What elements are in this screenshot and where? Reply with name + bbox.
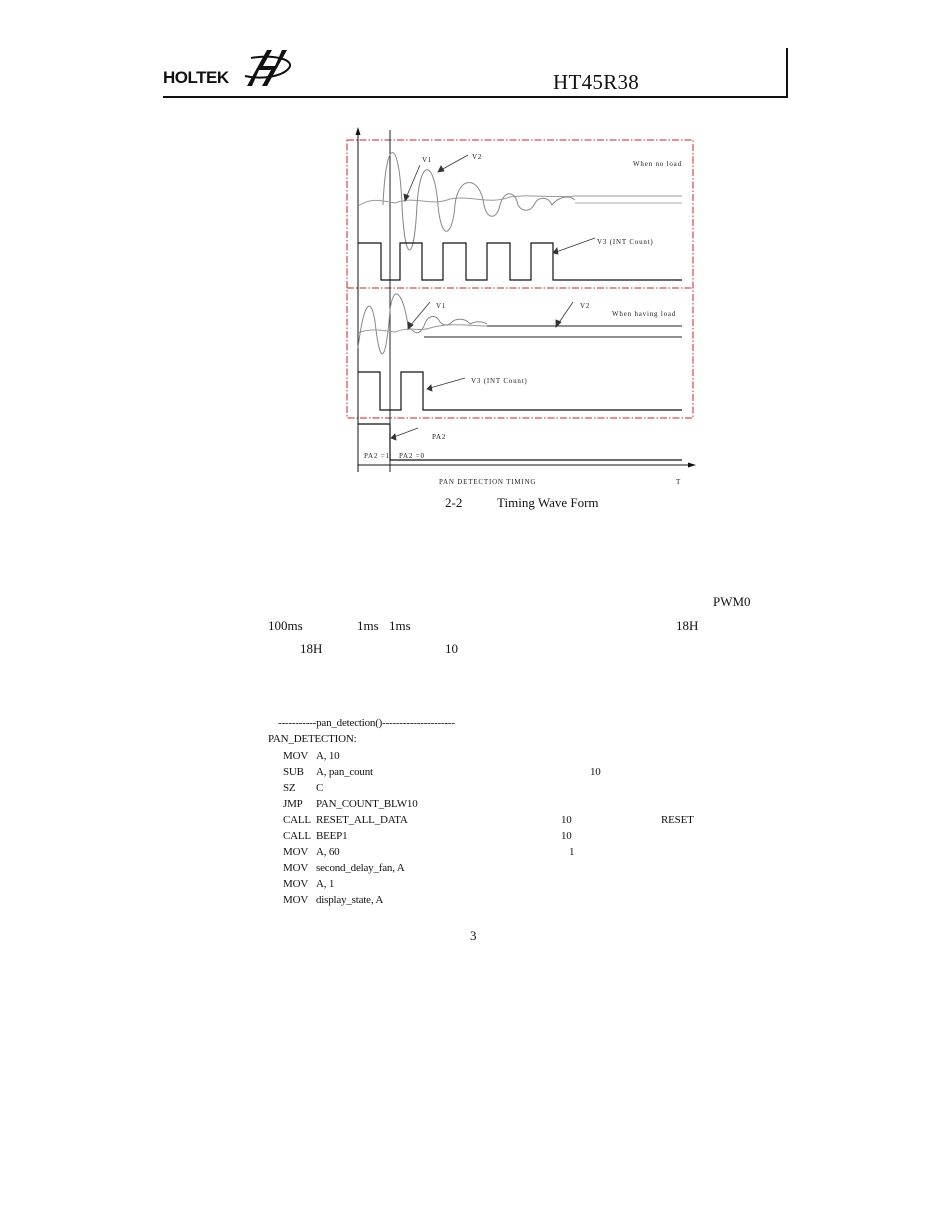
timing-wave-diagram	[340, 125, 700, 490]
code-comment: 1	[569, 846, 575, 858]
text-10: 10	[445, 641, 458, 656]
header-vertical-rule	[786, 48, 788, 98]
holtek-logo	[163, 46, 295, 92]
code-operand: second_delay_fan, A	[316, 862, 405, 874]
label-x-title: PAN DETECTION TIMING	[439, 478, 537, 486]
code-operand: BEEP1	[316, 830, 348, 842]
text-pwm0: PWM0	[713, 594, 751, 609]
logo-mark-icon	[163, 46, 295, 92]
code-comment: 10	[561, 830, 572, 842]
code-operand: A, pan_count	[316, 766, 373, 778]
page-number: 3	[470, 928, 477, 943]
code-operand: A, 1	[316, 878, 335, 890]
v3-top-square-wave	[358, 243, 682, 280]
label-no-load: When no load	[633, 160, 682, 168]
caption-text: Timing Wave Form	[497, 495, 599, 510]
label-v2-bottom: V2	[580, 302, 591, 310]
label-v3-top: V3 (INT Count)	[597, 238, 654, 246]
code-operand: C	[316, 782, 324, 794]
text-1ms-a: 1ms	[357, 618, 379, 633]
text-1ms-b: 1ms	[389, 618, 411, 633]
code-opcode: CALL	[283, 814, 311, 826]
code-comment: 10	[590, 766, 601, 778]
figure-caption	[445, 495, 599, 511]
code-comment-extra: RESET	[661, 814, 694, 826]
code-opcode: SUB	[283, 766, 304, 778]
code-operand: A, 10	[316, 750, 340, 762]
code-opcode: MOV	[283, 878, 309, 890]
document-title: HT45R38	[553, 70, 640, 94]
code-opcode: MOV	[283, 862, 309, 874]
code-operand: RESET_ALL_DATA	[316, 814, 408, 826]
label-pa2: PA2	[432, 433, 447, 441]
code-opcode: CALL	[283, 830, 311, 842]
code-comment: 10	[561, 814, 572, 826]
header-rule	[163, 96, 788, 98]
code-operand: PAN_COUNT_BLW10	[316, 798, 418, 810]
v1-bottom-wave	[358, 294, 487, 354]
code-opcode: MOV	[283, 846, 309, 858]
label-v1-top: V1	[422, 156, 433, 164]
label-t-axis: T	[676, 478, 682, 486]
logo-text: HOLTEK	[163, 68, 229, 87]
label-v2-top: V2	[472, 153, 483, 161]
label-having-load: When having load	[612, 310, 677, 318]
label-pa2-high: PA2 =1	[364, 452, 390, 460]
text-18h-a: 18H	[676, 618, 699, 633]
label-v1-bottom: V1	[436, 302, 447, 310]
label-v3-bottom: V3 (INT Count)	[471, 377, 528, 385]
code-operand: A, 60	[316, 846, 340, 858]
y-axis-arrow	[356, 127, 361, 135]
v1-top-wave	[383, 153, 575, 251]
x-axis-arrow	[688, 463, 696, 468]
text-100ms: 100ms	[268, 618, 303, 633]
code-opcode: SZ	[283, 782, 296, 794]
code-header-comment: -----------pan_detection()---------------------	[278, 717, 455, 729]
code-opcode: MOV	[283, 750, 309, 762]
code-label: PAN_DETECTION:	[268, 733, 357, 745]
code-opcode: JMP	[283, 798, 303, 810]
caption-number: 2-2	[445, 495, 463, 510]
label-pa2-low: PA2 =0	[399, 452, 425, 460]
text-18h-b: 18H	[300, 641, 323, 656]
code-operand: display_state, A	[316, 894, 384, 906]
code-opcode: MOV	[283, 894, 309, 906]
